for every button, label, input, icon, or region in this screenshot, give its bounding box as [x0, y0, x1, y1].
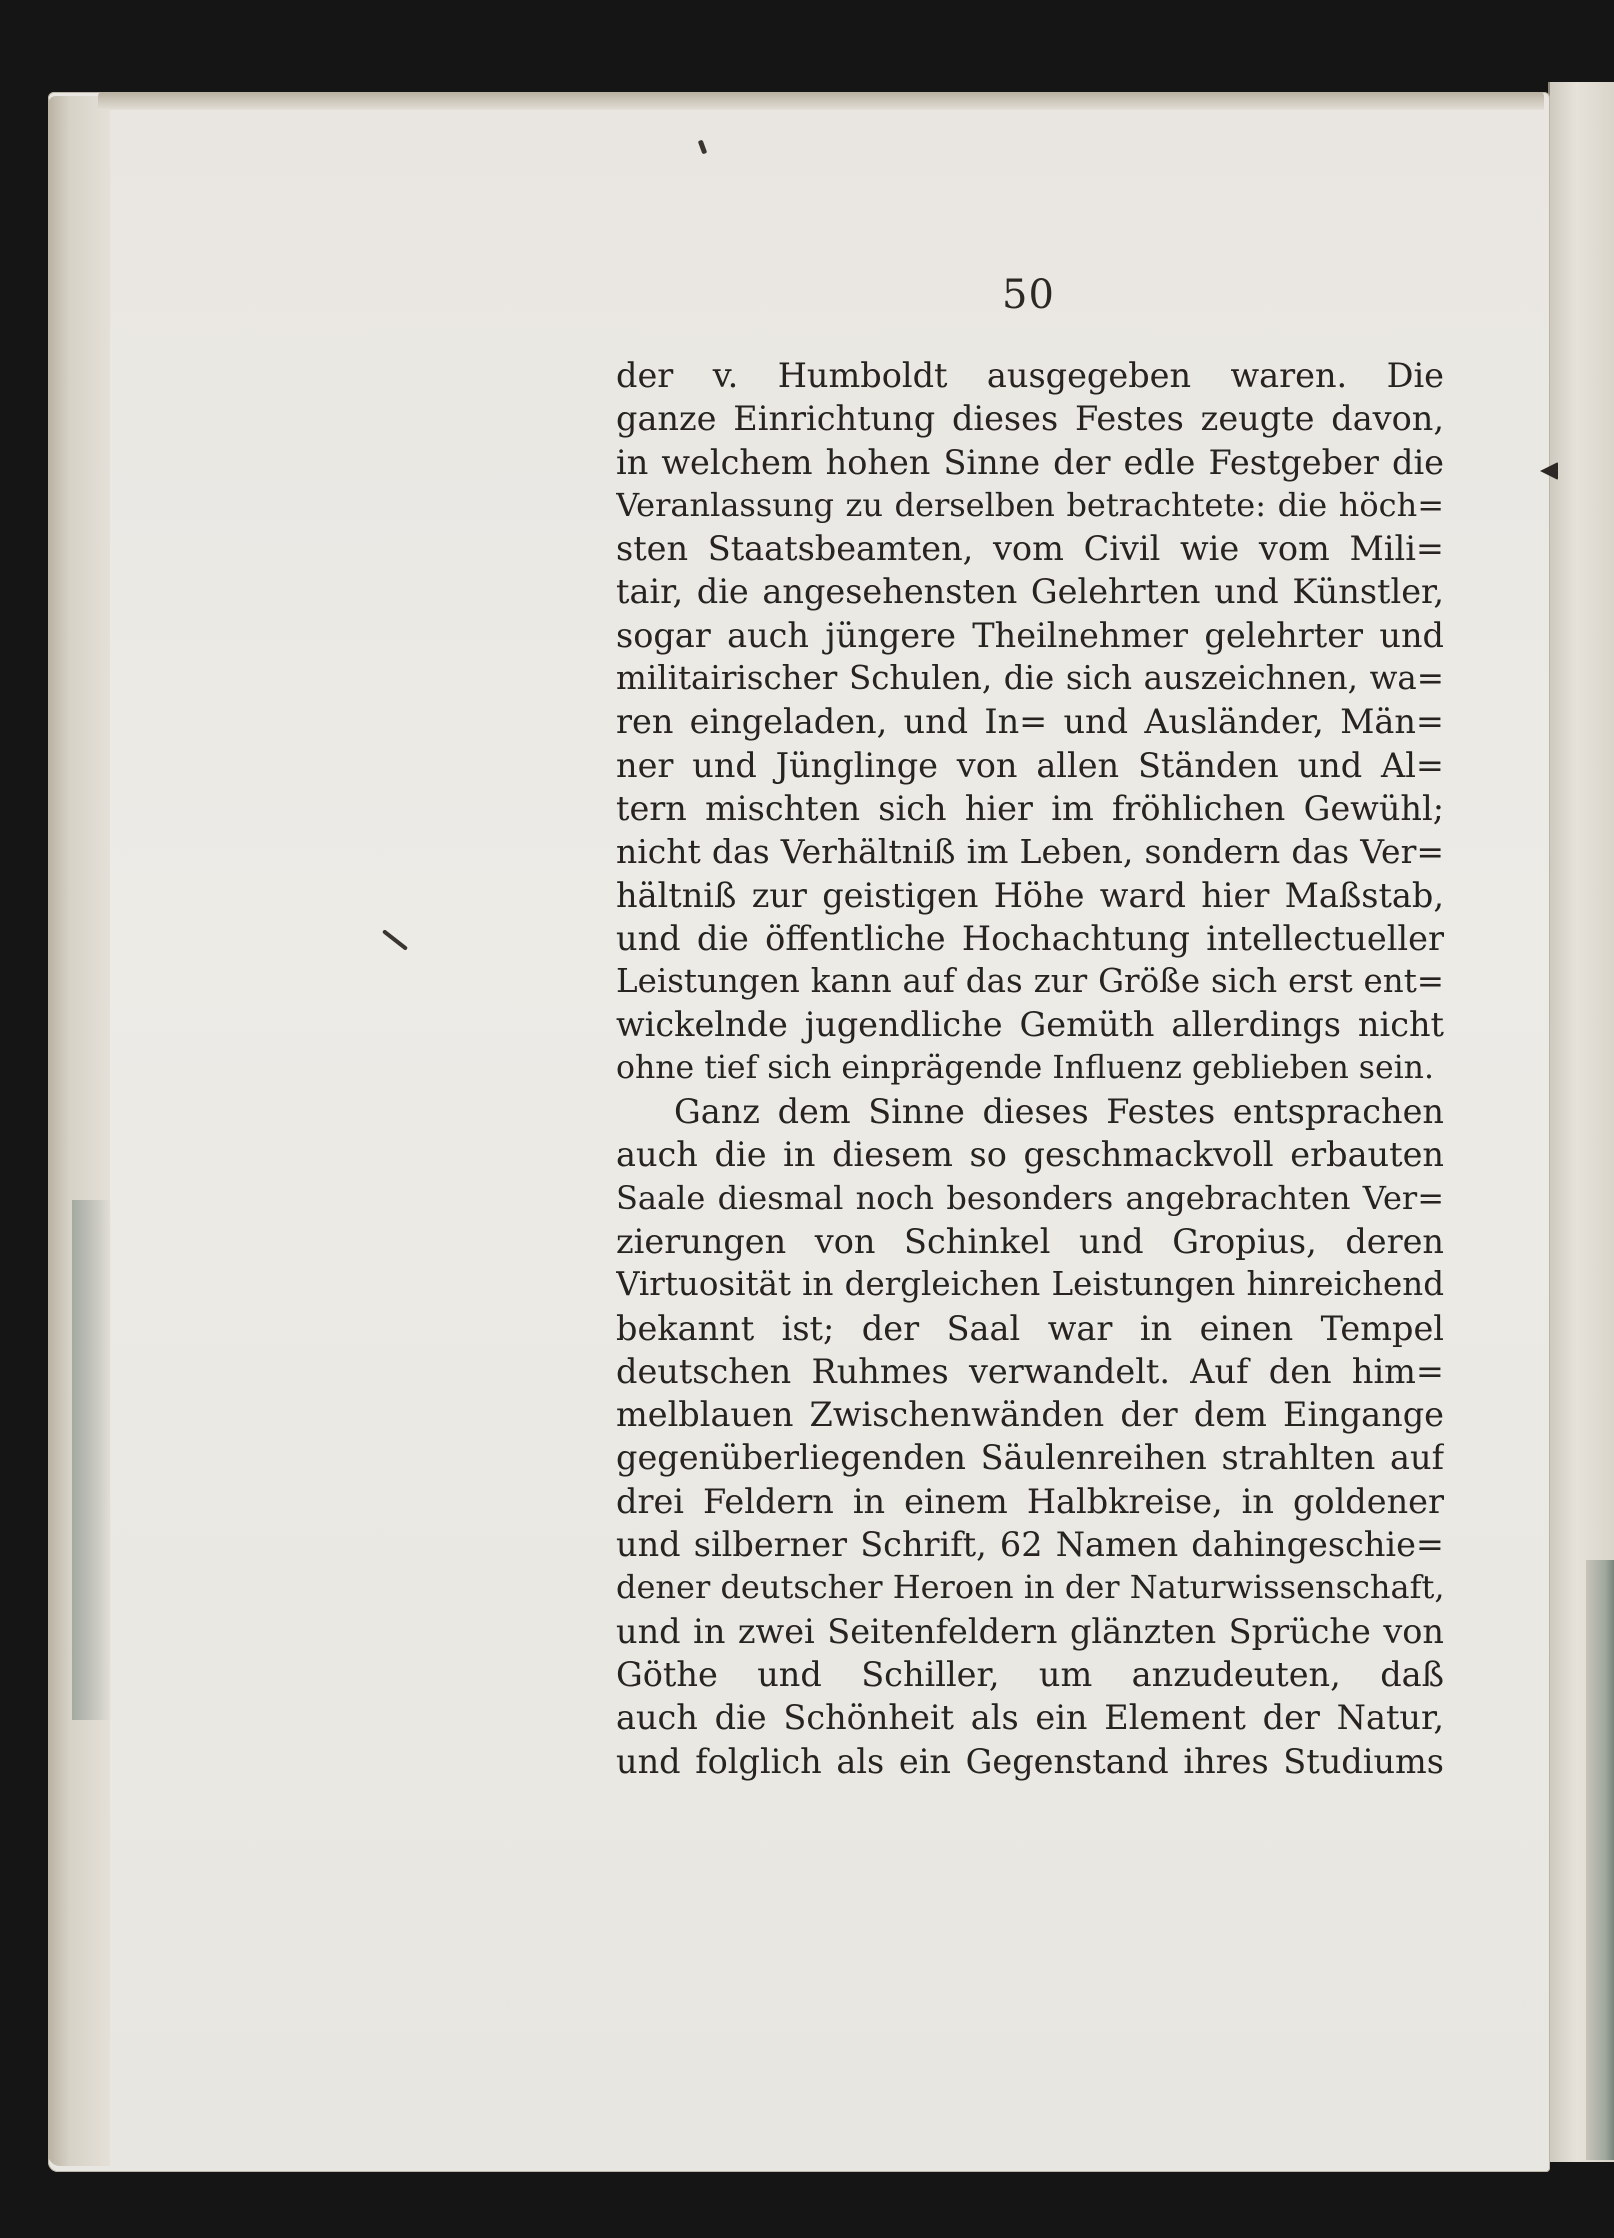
text-line: drei Feldern in einem Halbkreise, in goldener — [616, 1481, 1444, 1521]
text-line: wickelnde jugendliche Gemüth allerdings nicht — [616, 1005, 1444, 1045]
page-number: 50 — [1002, 272, 1055, 318]
text-line: ren eingeladen, und In= und Ausländer, Män= — [616, 702, 1444, 742]
text-line: deutschen Ruhmes verwandelt. Auf den him= — [616, 1351, 1444, 1391]
text-line: bekannt ist; der Saal war in einen Tempel — [616, 1308, 1444, 1348]
text-line: ohne tief sich einprägende Influenz geblieben sein. — [616, 1049, 1434, 1086]
text-line: auch die in diesem so geschmackvoll erbauten — [616, 1135, 1444, 1175]
text-line: ner und Jünglinge von allen Ständen und Al= — [616, 745, 1444, 785]
text-line: nicht das Verhältniß im Leben, sondern das Ver= — [616, 832, 1444, 872]
text-line: tern mischten sich hier im fröhlichen Gewühl; — [616, 788, 1444, 828]
facing-page-shadow — [1586, 1560, 1614, 2160]
text-line: und folglich als ein Gegenstand ihres Studiums — [616, 1741, 1444, 1781]
text-line: sten Staatsbeamten, vom Civil wie vom Mili= — [616, 529, 1444, 569]
text-line: melblauen Zwischenwänden der dem Eingange — [616, 1395, 1444, 1435]
body-text — [616, 354, 1444, 1783]
text-line: hältniß zur geistigen Höhe ward hier Maßstab, — [616, 875, 1444, 915]
text-line: ganze Einrichtung dieses Festes zeugte davon, — [616, 399, 1444, 439]
page-stain — [72, 1200, 112, 1720]
page-top-edge — [98, 92, 1544, 110]
text-line: Göthe und Schiller, um anzudeuten, daß — [616, 1654, 1444, 1694]
text-line: Leistungen kann auf das zur Größe sich erst ent= — [616, 962, 1444, 1001]
text-line: Ganz dem Sinne dieses Festes entsprachen — [674, 1092, 1444, 1132]
text-line: Virtuosität in dergleichen Leistungen hinreichend — [616, 1265, 1444, 1304]
text-line: Saale diesmal noch besonders angebrachten Ver= — [616, 1178, 1444, 1217]
text-line: und die öffentliche Hochachtung intellectueller — [616, 918, 1444, 958]
text-line: der v. Humboldt ausgegeben waren. Die — [616, 356, 1444, 395]
text-line: Veranlassung zu derselben betrachtete: die höch= — [616, 485, 1444, 524]
text-line: tair, die angesehensten Gelehrten und Künstler, — [616, 572, 1444, 612]
text-line: auch die Schönheit als ein Element der Natur, — [616, 1698, 1444, 1738]
text-line: und silberner Schrift, 62 Namen dahingeschie= — [616, 1525, 1444, 1565]
text-line: zierungen von Schinkel und Gropius, deren — [616, 1221, 1444, 1261]
page-left-edge — [48, 96, 110, 2166]
text-line: militairischer Schulen, die sich auszeichnen, wa= — [616, 659, 1444, 698]
text-line: dener deutscher Heroen in der Naturwissenschaft, — [616, 1568, 1444, 1607]
text-line: und in zwei Seitenfeldern glänzten Sprüche von — [616, 1611, 1444, 1651]
text-line: sogar auch jüngere Theilnehmer gelehrter und — [616, 615, 1444, 655]
text-line: gegenüberliegenden Säulenreihen strahlten auf — [616, 1438, 1444, 1478]
text-line: in welchem hohen Sinne der edle Festgeber die — [616, 442, 1444, 482]
